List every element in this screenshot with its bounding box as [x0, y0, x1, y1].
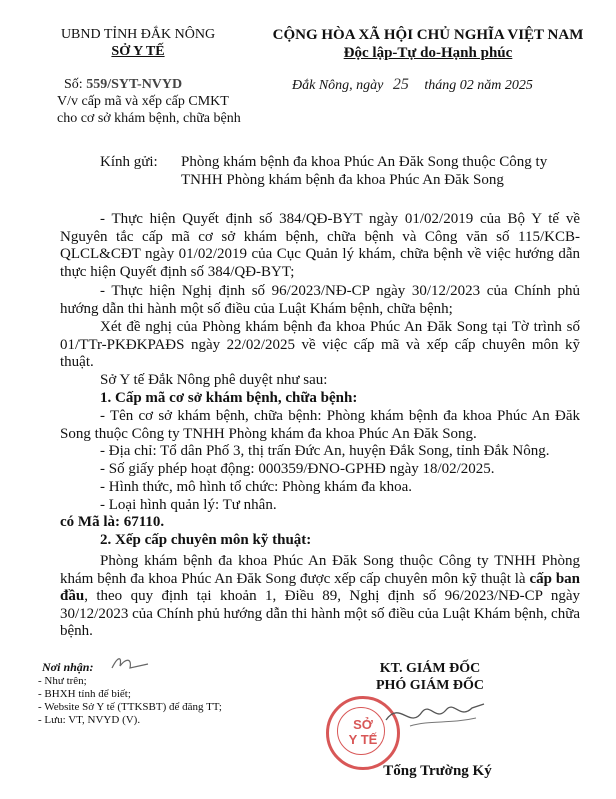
national-motto: [248, 26, 608, 62]
paragraph-request: Xét đề nghị của Phòng khám bệnh đa khoa Phúc An Đăk Song tại Tờ trình số 01/TTr-PKĐKPAĐS ngày 22/02/2025 về việc cấp mã và xếp cấp chuyên môn kỹ thuật.: [60, 319, 580, 370]
section-2-title: 2. Xếp cấp chuyên môn kỹ thuật:: [100, 532, 312, 548]
recipient-item: - Lưu: VT, NVYD (V).: [38, 714, 141, 726]
section-2-text-2: , theo quy định tại khoản 1, Điều 89, Nghị định số 96/2023/NĐ-CP ngày 30/12/2023 của Chính phủ hướng dẫn thi hành một số điều của Luật Khám bệnh, chữa bệnh.: [60, 588, 580, 639]
recipient-line-2: TNHH Phòng khám bệnh đa khoa Phúc An Đăk Song: [181, 172, 504, 188]
facility-license: - Số giấy phép hoạt động: 000359/ĐNO-GPHĐ ngày 18/02/2025.: [100, 461, 495, 477]
seal-line-2: Y TẾ: [348, 732, 378, 747]
facility-management-type: - Loại hình quản lý: Tư nhân.: [100, 497, 277, 513]
section-2-text-1: Phòng khám bệnh đa khoa Phúc An Đăk Song thuộc Công ty TNHH Phòng khám bệnh đa khoa Phúc An Đăk Song được xếp cấp chuyên môn kỹ thuật là: [60, 553, 580, 587]
facility-address: - Địa chỉ: Tổ dân Phố 3, thị trấn Đức An, huyện Đắk Song, tỉnh Đắk Nông.: [100, 443, 550, 459]
number-label: Số:: [64, 77, 83, 92]
paragraph-approval: Sở Y tế Đắk Nông phê duyệt như sau:: [100, 372, 328, 388]
facility-form: - Hình thức, mô hình tổ chức: Phòng khám đa khoa.: [100, 479, 413, 495]
section-2-content: [60, 553, 580, 641]
recipient-line-1: Phòng khám bệnh đa khoa Phúc An Đăk Song thuộc Công ty: [181, 154, 548, 170]
recipient-item: - BHXH tỉnh để biết;: [38, 688, 131, 700]
paragraph-legal-basis-2: - Thực hiện Nghị định số 96/2023/NĐ-CP ngày 30/12/2023 của Chính phủ hướng dẫn thi hành một số điều của Luật Khám bệnh, chữa bệnh;: [60, 283, 580, 317]
subject-line-2: cho cơ sở khám bệnh, chữa bệnh: [57, 111, 241, 126]
issuing-agency: [38, 26, 238, 60]
paragraph-legal-basis-1: - Thực hiện Quyết định số 384/QĐ-BYT ngày 01/02/2019 của Bộ Y tế về Nguyên tắc cấp mã cơ sở khám bệnh, chữa bệnh và Công văn số 115/KCB-QLCL&CĐT ngày 01/02/2019 của Cục Quản lý khám, chữa bệnh về việc hướng dẫn thực hiện Quyết định số 384/QĐ-BYT;: [60, 211, 580, 280]
signature-block: [350, 660, 510, 694]
facility-name: - Tên cơ sở khám bệnh, chữa bệnh: Phòng khám bệnh đa khoa Phúc An Đăk Song thuộc Công ty TNHH Phòng khám đa khoa Phúc An Đăk Song.: [60, 408, 580, 442]
place-date-suffix: tháng 02 năm 2025: [424, 78, 533, 93]
recipient-item: - Website Sở Y tế (TTKSBT) để đăng TT;: [38, 701, 222, 713]
subject-line-1: V/v cấp mã và xếp cấp CMKT: [57, 94, 229, 109]
section-1-title: 1. Cấp mã cơ sở khám bệnh, chữa bệnh:: [100, 390, 358, 406]
place-date: [292, 76, 533, 94]
signer-role-2: PHÓ GIÁM ĐỐC: [375, 678, 485, 693]
motto: Độc lập-Tự do-Hạnh phúc: [343, 45, 513, 61]
recipient-label: Kính gửi:: [100, 154, 158, 170]
recipient-item: - Như trên;: [38, 675, 87, 687]
agency-parent: UBND TỈNH ĐẮK NÔNG: [60, 27, 216, 42]
initial-mark-icon: [108, 652, 154, 674]
recipients-title: Nơi nhận:: [42, 660, 94, 674]
signer-name: Tống Trường Ký: [383, 763, 492, 779]
seal-line-1: SỞ: [353, 717, 373, 732]
subject: [57, 93, 241, 127]
number-value: 559/SYT-NVYD: [86, 77, 183, 92]
place-date-prefix: Đắk Nông, ngày: [292, 78, 384, 93]
recipients-list: [38, 660, 278, 727]
nation-name: CỘNG HÒA XÃ HỘI CHỦ NGHĨA VIỆT NAM: [272, 27, 584, 43]
signer-role-1: KT. GIÁM ĐỐC: [379, 661, 481, 676]
document-number: [64, 76, 182, 93]
date-day: 25: [392, 76, 409, 93]
section-2-level: cấp ban đầu: [60, 570, 581, 604]
facility-code: có Mã là: 67110.: [60, 514, 165, 530]
handwritten-signature-icon: [380, 690, 490, 738]
agency-name: SỞ Y TẾ: [111, 44, 165, 59]
